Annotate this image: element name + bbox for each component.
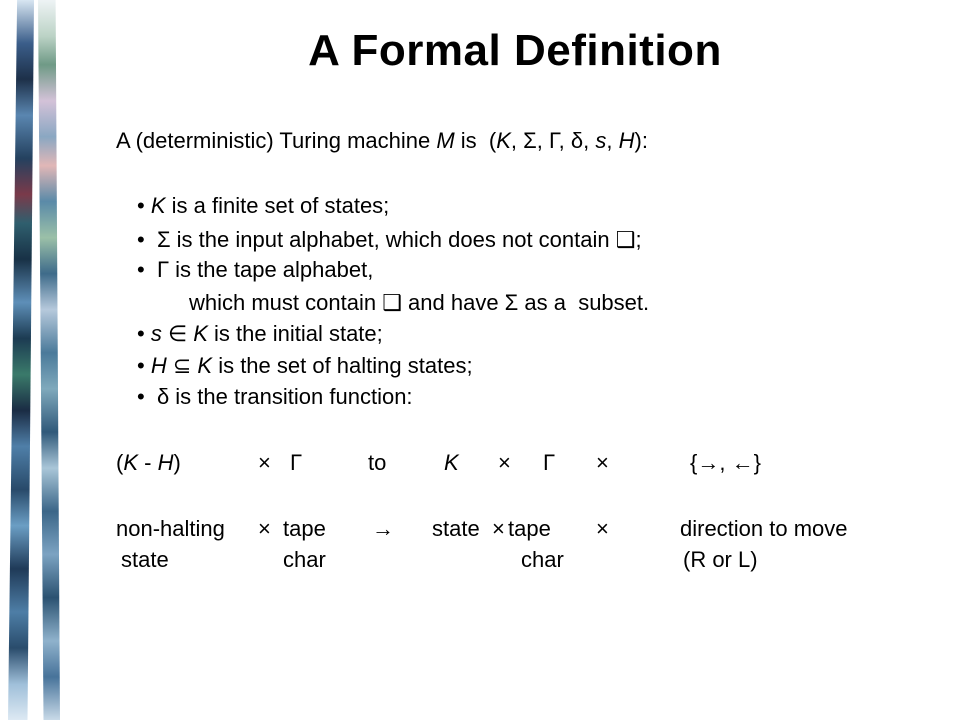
var-K: K <box>150 193 166 218</box>
times-symbol: × <box>596 450 609 475</box>
bullet-text: Σ is the input alphabet, which does not contain ❑; <box>156 227 642 252</box>
intro-is: is ( <box>454 128 497 153</box>
to-word: to <box>368 450 387 475</box>
var-K: K <box>496 128 511 153</box>
var-s: s <box>595 128 607 153</box>
label-tape: tape <box>508 516 551 541</box>
bullet-item-1 <box>137 193 389 219</box>
var-H: H <box>618 128 635 153</box>
var-H: H <box>157 450 174 475</box>
label-r-or-l: (R or L) <box>683 547 758 572</box>
var-K: K <box>123 450 139 475</box>
label-direction: direction to move <box>680 516 848 541</box>
bullet-dot: • <box>137 193 145 218</box>
label-state: state <box>432 516 480 541</box>
bullet-item-5 <box>137 353 473 379</box>
gamma-symbol: Γ <box>543 450 556 475</box>
times-symbol: × <box>498 450 511 475</box>
minus: - <box>138 450 158 475</box>
bullet-item-6 <box>137 384 413 410</box>
var-K: K <box>193 321 208 346</box>
direction-set: {→, ←} <box>690 450 761 475</box>
intro-end: ): <box>634 128 648 153</box>
gamma-symbol: Γ <box>290 450 303 475</box>
intro-line <box>116 128 648 154</box>
intro-symbols: , Σ, Γ, δ, <box>510 128 596 153</box>
label-char: char <box>283 547 326 572</box>
bullet-item-3 <box>137 257 373 283</box>
bullet-text: is the initial state; <box>207 321 383 346</box>
label-tape: tape <box>283 516 326 541</box>
mapping-domain <box>116 450 181 476</box>
bullet-dot: • <box>137 384 145 409</box>
bullet-dot: • <box>137 227 145 252</box>
arrow-symbol: → <box>372 516 394 541</box>
bullet-text: is the set of halting states; <box>212 353 473 378</box>
var-K: K <box>444 450 459 475</box>
bullet-dot: • <box>137 321 145 346</box>
intro-prefix: A (deterministic) Turing machine <box>116 128 437 153</box>
bullet-text: ⊆ <box>166 353 198 378</box>
var-s: s <box>150 321 162 346</box>
bullet-continuation <box>189 290 649 316</box>
label-non-halting: non-halting <box>116 516 225 541</box>
bullet-item-4 <box>137 321 383 347</box>
bullet-text: which must contain ❑ and have Σ as a subset. <box>189 290 650 315</box>
bullet-text: is a finite set of states; <box>165 193 390 218</box>
times-symbol: × <box>596 516 609 541</box>
bullet-item-2 <box>137 227 642 253</box>
bullet-dot: • <box>137 353 145 378</box>
var-K: K <box>197 353 213 378</box>
label-state-sub: state <box>121 547 169 572</box>
bullet-dot: • <box>137 257 145 282</box>
decorative-strip-right <box>38 0 60 720</box>
slide-title: A Formal Definition <box>308 26 722 75</box>
var-M: M <box>436 128 455 153</box>
label-char: char <box>521 547 564 572</box>
intro-comma: , <box>606 128 619 153</box>
paren-open: ( <box>116 450 124 475</box>
times-symbol: × <box>258 450 271 475</box>
paren-close: ) <box>173 450 181 475</box>
var-H: H <box>150 353 167 378</box>
bullet-text: δ is the transition function: <box>156 384 413 409</box>
times-symbol: × <box>258 516 271 541</box>
decorative-strip-left <box>8 0 34 720</box>
bullet-text: Γ is the tape alphabet, <box>156 257 374 282</box>
times-symbol: × <box>492 516 505 541</box>
bullet-text: ∈ <box>161 321 194 346</box>
